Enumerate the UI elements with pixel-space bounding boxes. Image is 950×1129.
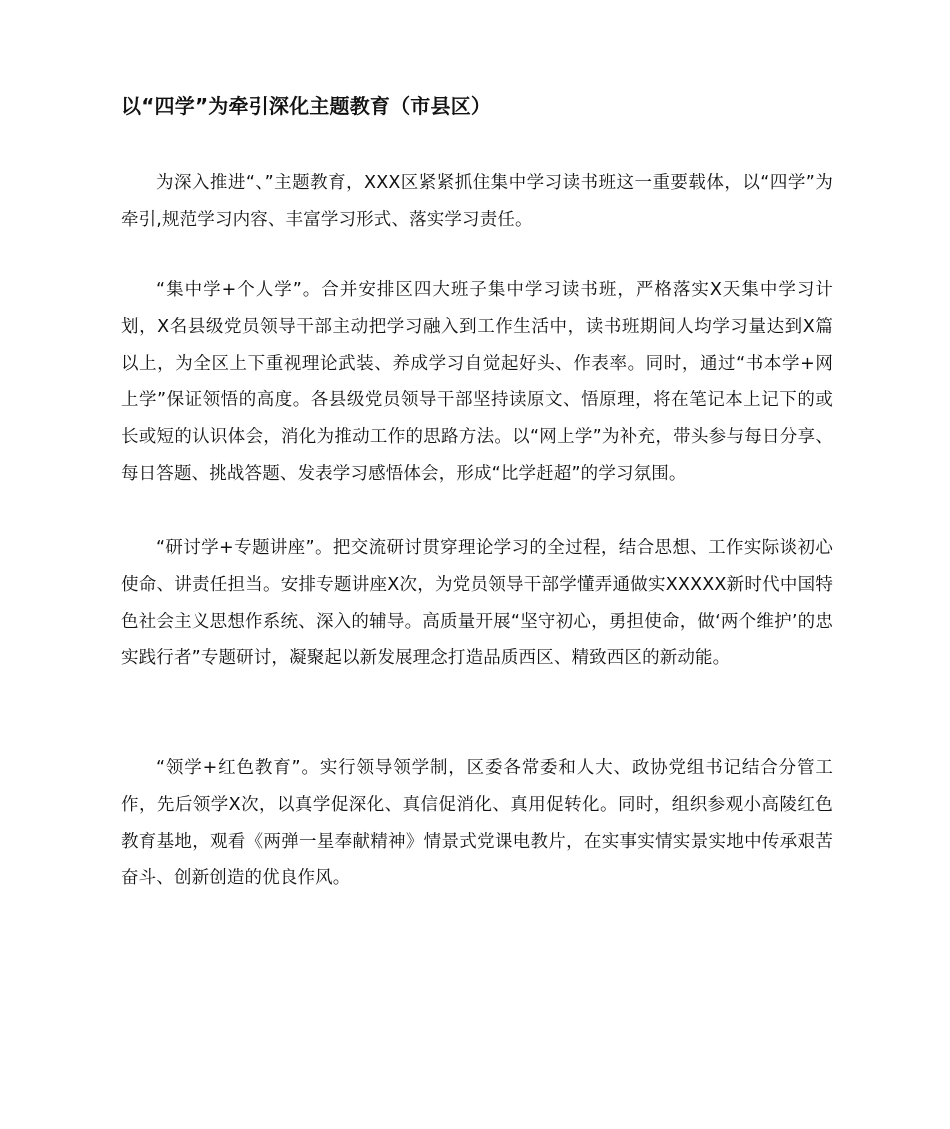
document-title: 以“四学”为牵引深化主题教育（市县区）	[121, 94, 492, 118]
paragraph-leading-study: “领学+红色教育”。实行领导领学制，区委各常委和人大、政协党组书记结合分管工作，先后领学X次，以真学促深化、真信促消化、真用促转化。同时，组织参观小高陵红色教育基地，观看《两弹一星奉献精神》情景式党课电教片，在实事实情实景实地中传承艰苦奋斗、创新创造的优良作风。	[121, 758, 833, 889]
paragraph-intro: 为深入推进“、”主题教育，XXX区紧紧抓住集中学习读书班这一重要载体，以“四学”为牵引,规范学习内容、丰富学习形式、落实学习责任。	[121, 173, 833, 230]
paragraph-concentrated-study: “集中学+个人学”。合并安排区四大班子集中学习读书班，严格落实X天集中学习计划，X名县级党员领导干部主动把学习融入到工作生活中，读书班期间人均学习量达到X篇以上，为全区上下重视理论武装、养成学习自觉起好头、作表率。同时，通过“书本学+网上学”保证领悟的高度。各县级党员领导干部坚持读原文、悟原理，将在笔记本上记下的或长或短的认识体会，消化为推动工作的思路方法。以“网上学”为补充，带头参与每日分享、每日答题、挑战答题、发表学习感悟体会，形成“比学赶超”的学习氛围。	[121, 280, 833, 484]
paragraph-seminar-study: “研讨学+专题讲座”。把交流研讨贯穿理论学习的全过程，结合思想、工作实际谈初心使命、讲责任担当。安排专题讲座X次，为党员领导干部学懂弄通做实XXXXX新时代中国特色社会主义思想作系统、深入的辅导。高质量开展“坚守初心，勇担使命，做‘两个维护’的忠实践行者”专题研讨，凝聚起以新发展理念打造品质西区、精致西区的新动能。	[121, 538, 833, 669]
